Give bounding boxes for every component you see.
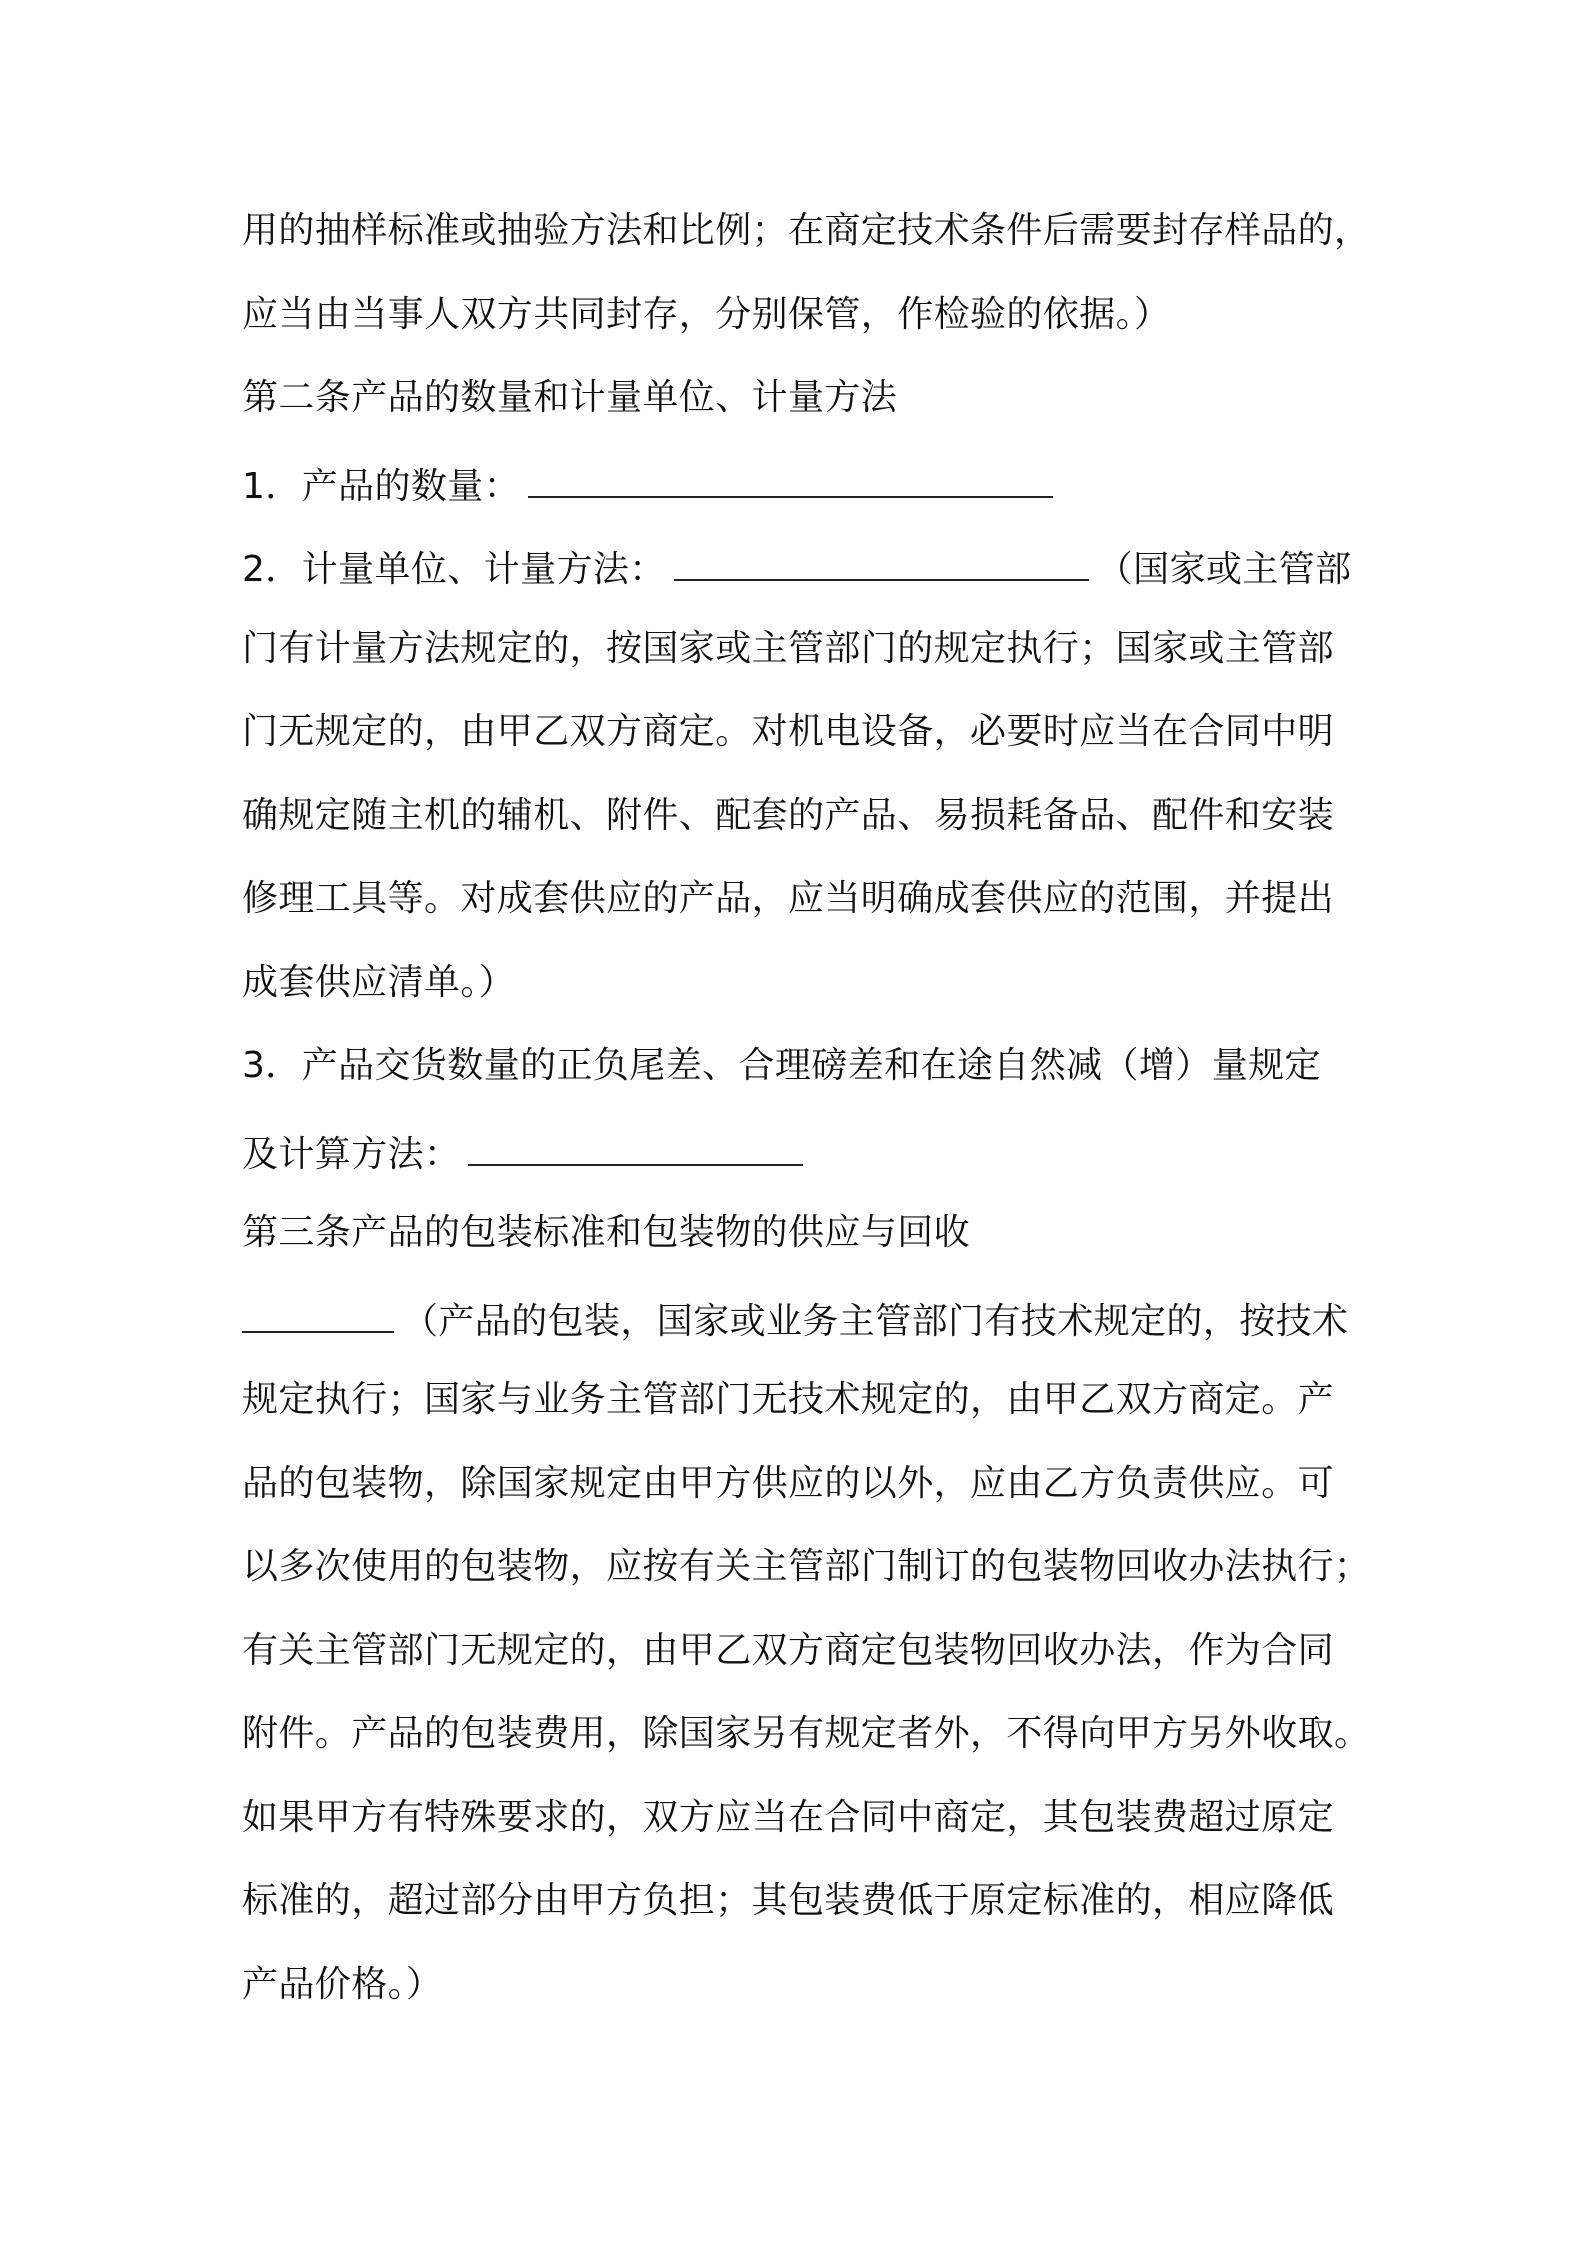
paragraph-line: 以多次使用的包装物，应按有关主管部门制订的包装物回收办法执行； bbox=[242, 1546, 1371, 1587]
article-2-item-2 bbox=[242, 535, 1362, 619]
paragraph-line: 应当由当事人双方共同封存，分别保管，作检验的依据。） bbox=[242, 293, 1171, 335]
paragraph-line: 门有计量方法规定的，按国家或主管部门的规定执行；国家或主管部 bbox=[242, 627, 1335, 669]
document-body bbox=[242, 201, 1371, 2038]
paragraph-line: 标准的，超过部分由甲方负担；其包装费低于原定标准的，相应降低 bbox=[242, 1880, 1335, 1921]
item-2-note-start: （国家或主管部 bbox=[1096, 549, 1352, 590]
paragraph-line: 确规定随主机的辅机、附件、配套的产品、易损耗备品、配件和安装 bbox=[242, 794, 1335, 836]
paragraph-line: 有关主管部门无规定的，由甲乙双方商定包装物回收办法，作为合同 bbox=[242, 1629, 1335, 1671]
article-3-first-line bbox=[242, 1287, 1362, 1371]
tolerance-blank-field[interactable] bbox=[468, 1120, 803, 1166]
item-2-label: 2．计量单位、计量方法： bbox=[242, 549, 666, 590]
paragraph-line: 门无规定的，由甲乙双方商定。对机电设备，必要时应当在合同中明 bbox=[242, 711, 1335, 752]
article-3-heading: 第三条产品的包装标准和包装物的供应与回收 bbox=[242, 1212, 971, 1253]
paragraph-line: 成套供应清单。） bbox=[242, 961, 516, 1003]
article-2-item-3-cont bbox=[242, 1120, 1362, 1204]
paragraph-line: 品的包装物，除国家规定由甲方供应的以外，应由乙方负责供应。可 bbox=[242, 1462, 1335, 1504]
quantity-blank-field[interactable] bbox=[528, 452, 1053, 498]
paragraph-line: 规定执行；国家与业务主管部门无技术规定的，由甲乙双方商定。产 bbox=[242, 1379, 1335, 1420]
item-3-label: 及计算方法： bbox=[242, 1133, 461, 1175]
unit-method-blank-field[interactable] bbox=[674, 535, 1089, 581]
article-2-item-3: 3．产品交货数量的正负尾差、合理磅差和在途自然减（增）量规定 bbox=[242, 1045, 1321, 1086]
article-2-heading: 第二条产品的数量和计量单位、计量方法 bbox=[242, 377, 898, 418]
packing-standard-blank-field[interactable] bbox=[242, 1287, 394, 1333]
article-2-item-1 bbox=[242, 452, 1362, 536]
article-3-note-start: （产品的包装，国家或业务主管部门有技术规定的，按技术 bbox=[402, 1300, 1349, 1342]
paragraph-line: 修理工具等。对成套供应的产品，应当明确成套供应的范围，并提出 bbox=[242, 878, 1335, 919]
paragraph-line: 产品价格。） bbox=[242, 1963, 443, 2005]
paragraph-line: 如果甲方有特殊要求的，双方应当在合同中商定，其包装费超过原定 bbox=[242, 1796, 1335, 1838]
paragraph-line: 用的抽样标准或抽验方法和比例；在商定技术条件后需要封存样品的， bbox=[242, 210, 1371, 251]
item-1-label: 1．产品的数量： bbox=[242, 465, 521, 507]
paragraph-line: 附件。产品的包装费用，除国家另有规定者外，不得向甲方另外收取。 bbox=[242, 1713, 1371, 1754]
